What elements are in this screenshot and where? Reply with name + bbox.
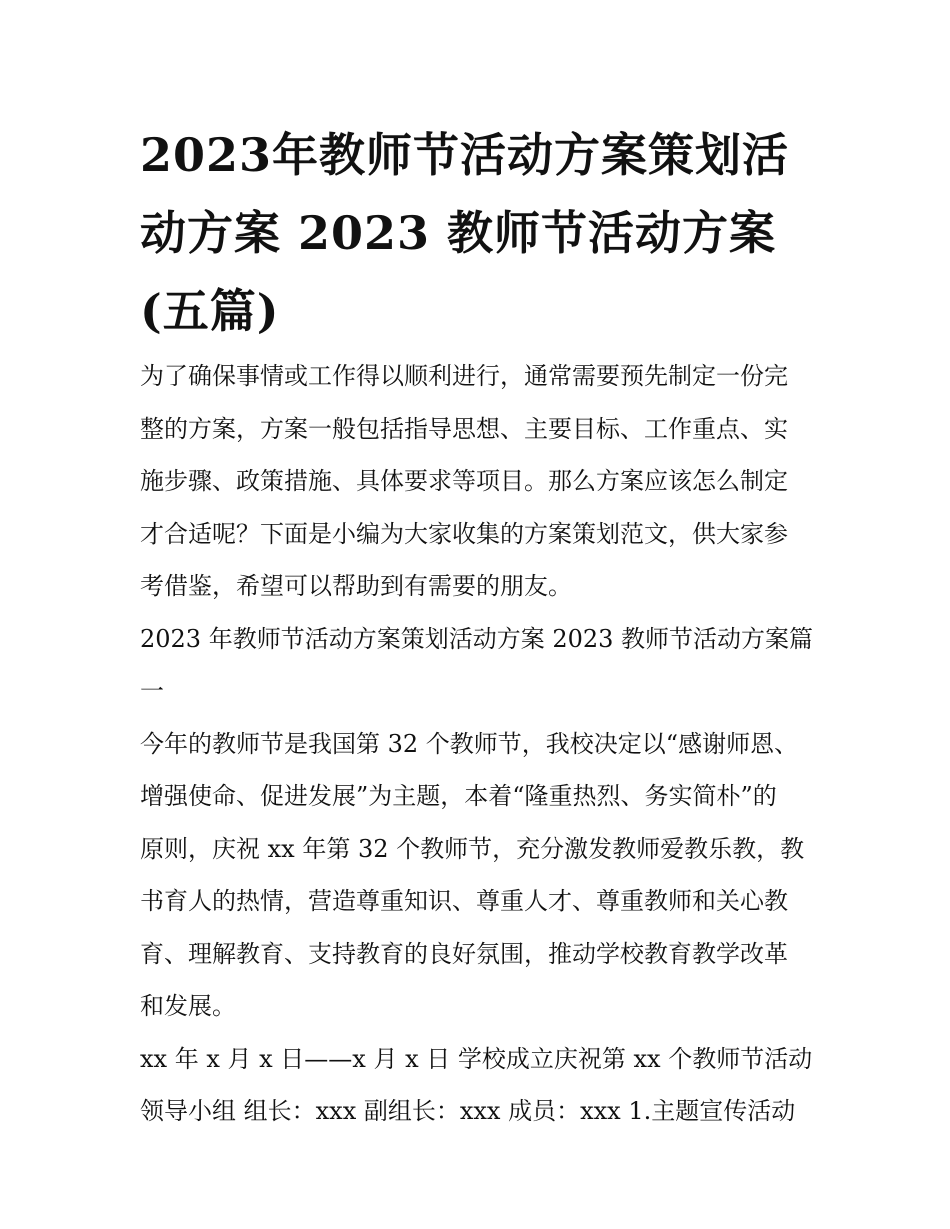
text-line: 一 [140, 677, 164, 705]
title-line: 2023年教师节活动方案策划活 [140, 128, 790, 182]
text-line: 增强使命、促进发展”为主题，本着“隆重热烈、务实简朴”的 [140, 782, 777, 810]
document-page [140, 116, 820, 1138]
body-paragraph [140, 718, 820, 1033]
section-heading [140, 613, 820, 718]
text-line: 2023 年教师节活动方案策划活动方案 2023 教师节活动方案篇 [140, 624, 814, 653]
text-line: 今年的教师节是我国第 32 个教师节，我校决定以“感谢师恩、 [140, 729, 799, 758]
text-line: 为了确保事情或工作得以顺利进行，通常需要预先制定一份完 [140, 362, 788, 390]
title-line: 动方案 2023 教师节活动方案 [140, 206, 777, 260]
body-paragraph [140, 1033, 820, 1138]
title-line: (五篇) [140, 284, 280, 338]
text-line: xx 年 x 月 x 日——x 月 x 日 学校成立庆祝第 xx 个教师节活动 [140, 1044, 813, 1073]
text-line: 施步骤、政策措施、具体要求等项目。那么方案应该怎么制定 [140, 467, 788, 495]
text-line: 育、理解教育、支持教育的良好氛围，推动学校教育教学改革 [140, 939, 788, 968]
text-line: 考借鉴，希望可以帮助到有需要的朋友。 [140, 572, 572, 600]
text-line: 才合适呢？下面是小编为大家收集的方案策划范文，供大家参 [140, 519, 788, 548]
text-line: 和发展。 [140, 992, 236, 1020]
text-line: 原则，庆祝 xx 年第 32 个教师节，充分激发教师爱教乐教，教 [140, 834, 805, 863]
text-line: 整的方案，方案一般包括指导思想、主要目标、工作重点、实 [140, 414, 788, 443]
intro-paragraph [140, 350, 820, 613]
text-line: 领导小组 组长：xxx 副组长：xxx 成员：xxx 1.主题宣传活动 [140, 1097, 796, 1125]
document-title [140, 116, 820, 350]
text-line: 书育人的热情，营造尊重知识、尊重人才、尊重教师和关心教 [140, 887, 788, 915]
